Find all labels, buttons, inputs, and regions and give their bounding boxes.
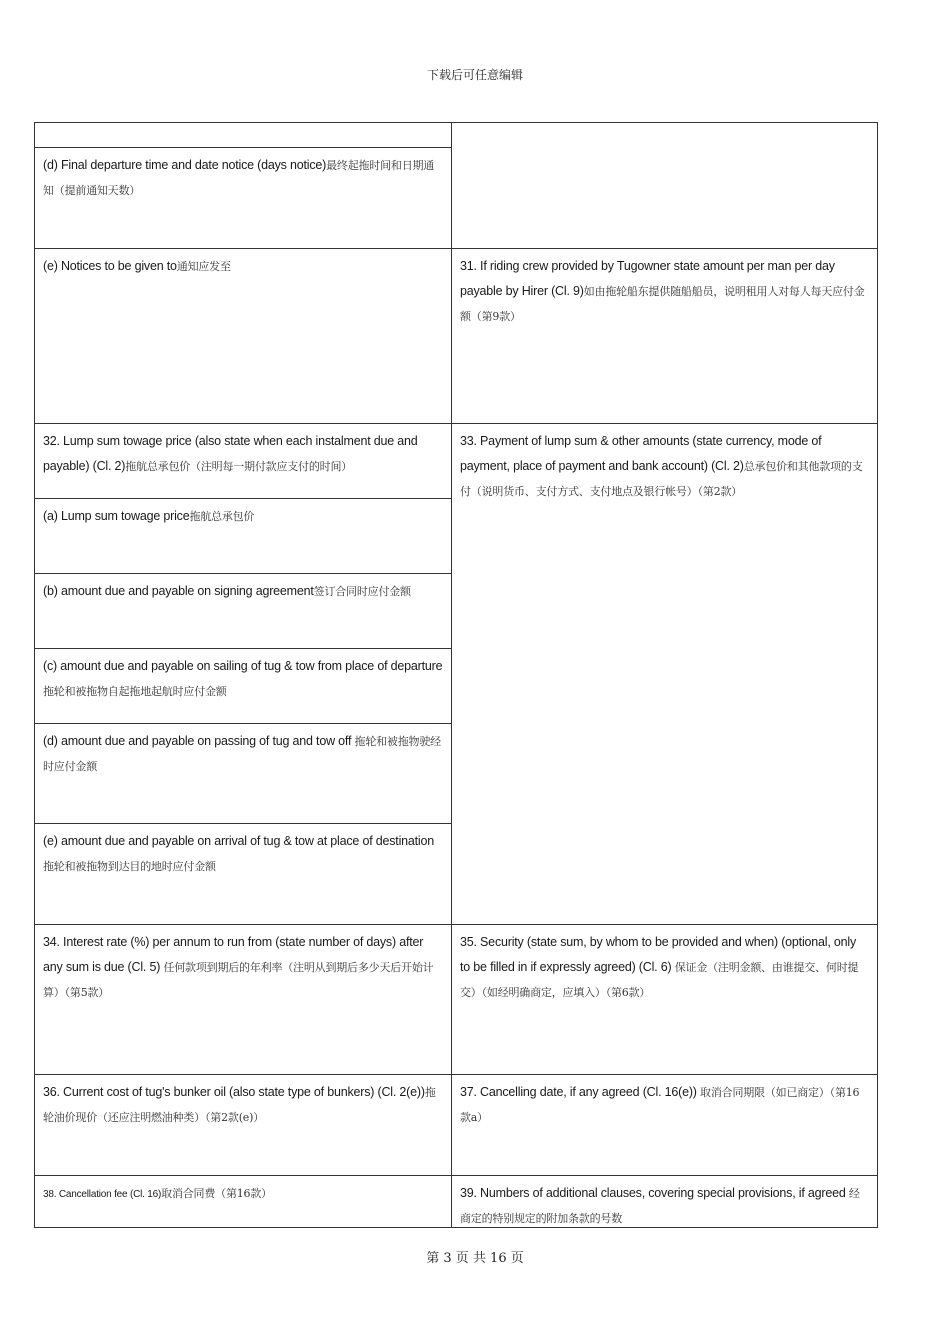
field-label-en: (d) Final departure time and date notice (days notice)	[43, 158, 327, 172]
field-32a-lump-sum[interactable]	[34, 498, 452, 574]
field-37-cancelling-date[interactable]	[451, 1074, 878, 1176]
field-label-en: (e) Notices to be given to	[43, 259, 177, 273]
field-label-en: (c) amount due and payable on sailing of tug & tow from place of departure	[43, 659, 443, 673]
field-label-zh: 拖轮和被拖物自起拖地起航时应付金额	[43, 685, 227, 698]
field-31-riding-crew-amount[interactable]	[451, 248, 878, 424]
field-final-departure-notice[interactable]	[34, 147, 452, 249]
blank-cell-top-right	[451, 122, 878, 249]
field-label-en: 32. Lump sum towage price (also state when each instalment due and payable) (Cl. 2)	[43, 434, 418, 473]
page-number-footer: 第 3 页 共 16 页	[426, 1251, 524, 1266]
field-label-zh: 签订合同时应付金额	[313, 585, 411, 598]
field-label-zh: 保证金（注明金额、由谁提交、何时提交）（如经明确商定，应填入）（第6款）	[460, 961, 859, 999]
field-label-en: 38. Cancellation fee (Cl. 16)	[43, 1189, 162, 1200]
blank-cell-top-left	[34, 122, 452, 148]
field-label-en: (d) amount due and payable on passing of tug and tow off	[43, 734, 355, 748]
field-32b-on-signing[interactable]	[34, 573, 452, 649]
page-header: 下载后可任意编辑	[426, 68, 523, 82]
field-35-security[interactable]	[451, 924, 878, 1075]
field-label-zh: 经商定的特别规定的附加条款的号数	[460, 1187, 860, 1225]
field-label-en: 37. Cancelling date, if any agreed (Cl. 16(e))	[460, 1085, 701, 1099]
field-label-zh: 拖航总承包价（注明每一期付款应支付的时间）	[125, 460, 353, 473]
charter-form-grid	[34, 122, 878, 1228]
field-notices-to-be-given-to[interactable]	[34, 248, 452, 424]
field-label-zh: 拖轮和被拖物到达目的地时应付金额	[43, 860, 216, 873]
field-38-cancellation-fee[interactable]	[34, 1175, 452, 1228]
field-label-en: 39. Numbers of additional clauses, covering special provisions, if agreed	[460, 1186, 849, 1200]
field-33-payment-of-lump-sum[interactable]	[451, 423, 878, 925]
field-label-en: 35. Security (state sum, by whom to be provided and when) (optional, only to be filled in if expressly agreed) (Cl. 6)	[460, 935, 857, 974]
field-36-bunker-oil-cost[interactable]	[34, 1074, 452, 1176]
field-label-zh: 拖航总承包价	[189, 510, 255, 523]
field-label-en: (e) amount due and payable on arrival of tug & tow at place of destination	[43, 834, 435, 848]
field-32c-on-sailing[interactable]	[34, 648, 452, 724]
field-32e-on-arrival[interactable]	[34, 823, 452, 925]
field-label-zh: 取消合同费（第16款）	[161, 1187, 272, 1200]
field-39-additional-clauses[interactable]	[451, 1175, 878, 1228]
field-32d-on-passing[interactable]	[34, 723, 452, 824]
field-label-en: (b) amount due and payable on signing agreement	[43, 584, 314, 598]
field-32-lump-sum-towage-price[interactable]	[34, 423, 452, 499]
field-label-zh: 取消合同期限（如已商定）（第16款a）	[460, 1086, 860, 1124]
field-label-zh: 拖轮和被拖物驶经 时应付金额	[43, 735, 441, 773]
field-34-interest-rate[interactable]	[34, 924, 452, 1075]
field-label-en: 31. If riding crew provided by Tugowner state amount per man per day payable by Hirer (Cl. 9)	[460, 259, 835, 298]
field-label-zh: 通知应发至	[176, 260, 231, 273]
field-label-en: 34. Interest rate (%) per annum to run from (state number of days) after any sum is due (Cl. 5)	[43, 935, 424, 974]
field-label-en: (a) Lump sum towage price	[43, 509, 190, 523]
field-label-zh: 最终起拖时间和日期通知（提前通知天数）	[43, 159, 435, 197]
field-label-zh: 拖轮油价现价（还应注明燃油种类）（第2款(e)）	[43, 1086, 436, 1124]
field-label-en: 33. Payment of lump sum & other amounts (state currency, mode of payment, place of payment and bank account) (Cl. 2)	[460, 434, 822, 473]
field-label-zh: 任何款项到期后的年利率（注明从到期后多少天后开始计算）（第5款）	[43, 961, 434, 999]
field-label-en: 36. Current cost of tug's bunker oil (also state type of bunkers) (Cl. 2(e))	[43, 1085, 425, 1099]
field-label-zh: 总承包价和其他款项的支付（说明货币、支付方式、支付地点及银行帐号）（第2款）	[460, 460, 863, 498]
field-label-zh: 如由拖轮船东提供随船船员，说明租用人对每人每天应付金额（第9款）	[460, 285, 865, 323]
